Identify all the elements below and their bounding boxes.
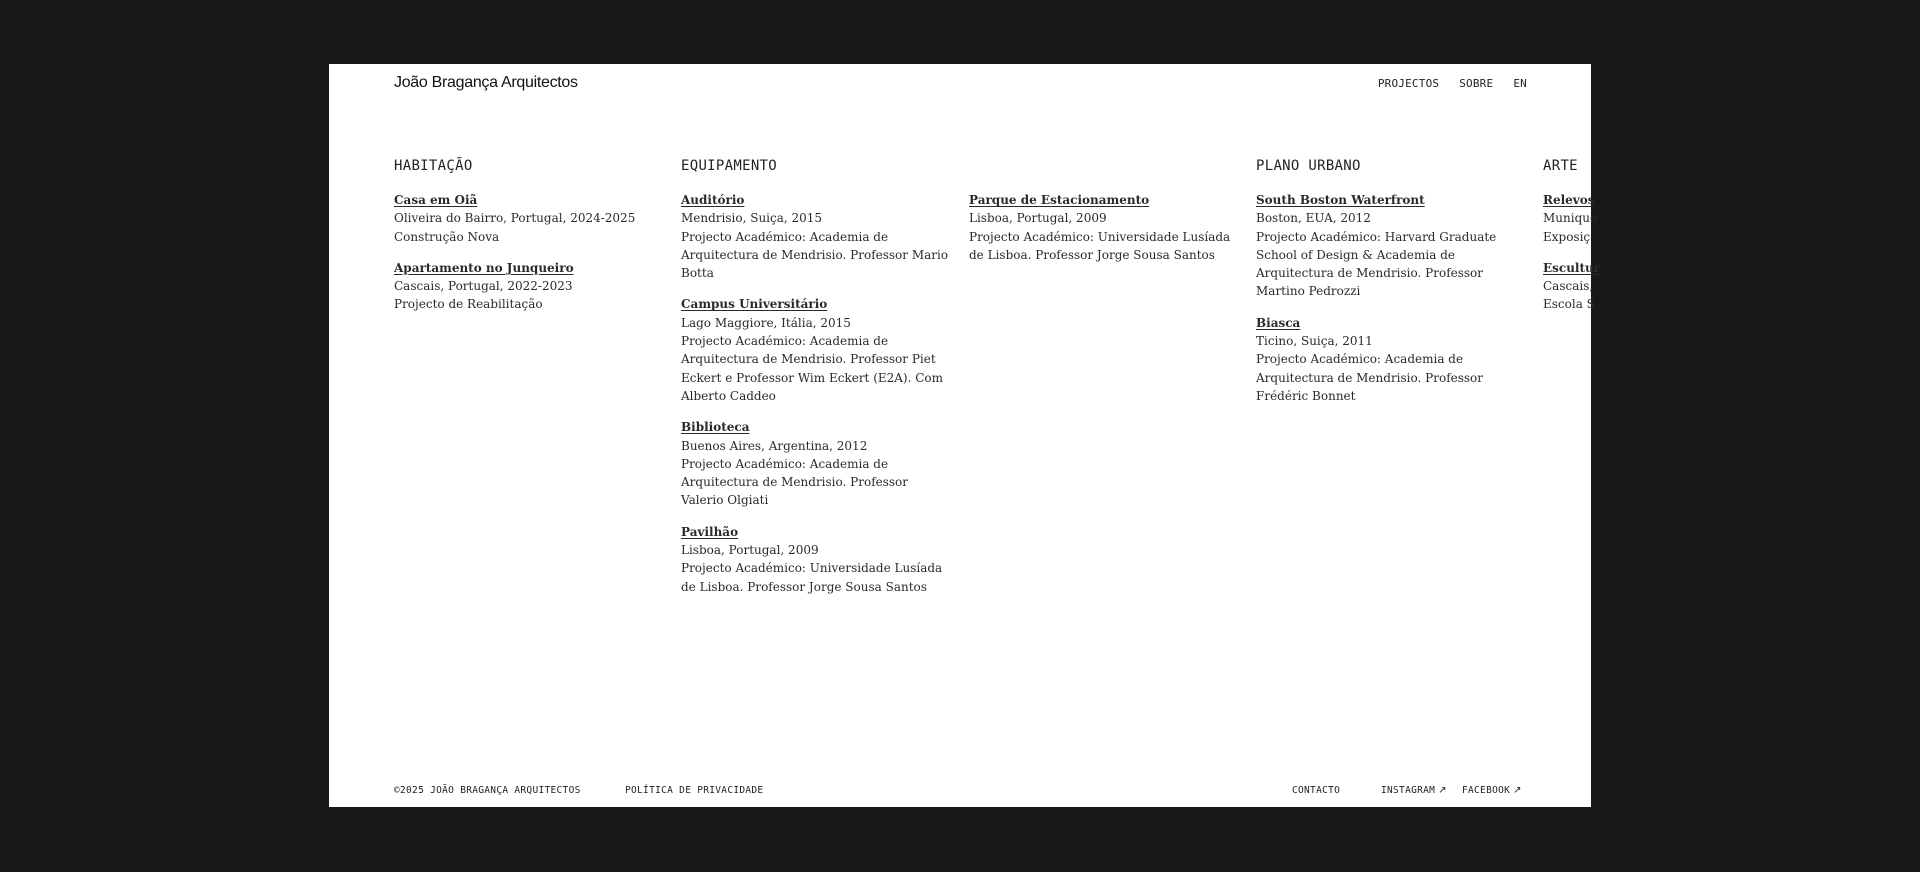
column-plano-urbano [1256, 191, 1534, 418]
column-equipamento-continued [969, 191, 1245, 277]
project-item [1256, 314, 1534, 405]
footer-contact-link[interactable]: CONTACTO [1292, 785, 1341, 796]
instagram-label: INSTAGRAM [1381, 785, 1436, 796]
project-location: Lago Maggiore, Itália, 2015 [681, 315, 851, 330]
project-description: Projecto Académico: Academia de Arquitectura de Mendrisio. Professor Frédéric Bonnet [1256, 352, 1484, 403]
facebook-label: FACEBOOK [1462, 785, 1511, 796]
project-description: Projecto Académico: Academia de Arquitectura de Mendrisio. Professor Piet Eckert e Professor Wim Eckert (E2A). Com Alberto Caddeo [681, 334, 944, 403]
main-nav [1378, 77, 1527, 90]
project-location: Mendrisio, Suiça, 2015 [681, 211, 823, 226]
page [329, 64, 1601, 807]
project-description: Projecto Académico: Academia de Arquitectura de Mendrisio. Professor Mario Botta [681, 229, 949, 281]
project-title-link[interactable]: Escultur [1543, 260, 1601, 275]
project-description: Escola S [1543, 297, 1595, 312]
project-title-link[interactable]: Biasca [1256, 315, 1301, 330]
project-location: Munique [1543, 211, 1598, 226]
footer-copyright: ©2025 JOÃO BRAGANÇA ARQUITECTOS [394, 785, 581, 796]
project-item [394, 191, 674, 246]
project-item [969, 191, 1245, 264]
project-item [681, 295, 953, 405]
project-item [681, 418, 953, 509]
project-title-link[interactable]: South Boston Waterfront [1256, 193, 1425, 207]
project-title-link[interactable]: Parque de Estacionamento [969, 193, 1150, 207]
project-description: Exposiç [1543, 229, 1591, 244]
project-description: Projecto de Reabilitação [394, 297, 543, 312]
brand-logo[interactable]: João Bragança Arquitectos [394, 74, 578, 91]
project-description: Construção Nova [394, 229, 500, 244]
project-location: Boston, EUA, 2012 [1256, 211, 1371, 226]
project-location: Buenos Aires, Argentina, 2012 [681, 438, 868, 453]
project-title-link[interactable]: Apartamento no Junqueiro [394, 260, 574, 275]
project-location: Lisboa, Portugal, 2009 [681, 543, 819, 558]
project-description: Projecto Académico: Academia de Arquitectura de Mendrisio. Professor Valerio Olgiati [681, 456, 909, 508]
project-description: Projecto Académico: Harvard Graduate School of Design & Academia de Arquitectura de Mendrisio. Professor Martino Pedrozzi [1256, 229, 1497, 299]
project-item [681, 523, 953, 596]
heading-arte: ARTE [1543, 158, 1578, 174]
footer-facebook-link[interactable] [1462, 785, 1522, 796]
project-item [1543, 259, 1601, 314]
project-title-link[interactable]: Biblioteca [681, 420, 750, 435]
column-equipamento [681, 191, 953, 609]
project-item [394, 259, 674, 314]
project-description: Projecto Académico: Universidade Lusíada de Lisboa. Professor Jorge Sousa Santos [681, 561, 943, 594]
heading-plano-urbano: PLANO URBANO [1256, 158, 1361, 174]
nav-projectos[interactable]: PROJECTOS [1377, 77, 1440, 90]
column-habitacao [394, 191, 674, 327]
external-arrow-icon: ↗ [1513, 785, 1522, 796]
project-location: Oliveira do Bairro, Portugal, 2024-2025 [394, 211, 636, 226]
project-item [681, 191, 953, 282]
heading-habitacao: HABITAÇÃO [394, 158, 473, 174]
project-location: Ticino, Suiça, 2011 [1256, 334, 1373, 349]
footer-privacy-link[interactable]: POLÍTICA DE PRIVACIDADE [625, 785, 764, 796]
project-description: Projecto Académico: Universidade Lusíada de Lisboa. Professor Jorge Sousa Santos [969, 229, 1231, 262]
project-title-link[interactable]: Relevos [1543, 193, 1595, 207]
project-title-link[interactable]: Campus Universitário [681, 297, 828, 312]
column-arte [1543, 191, 1601, 327]
heading-equipamento: EQUIPAMENTO [681, 158, 778, 174]
footer-instagram-link[interactable] [1381, 785, 1447, 796]
project-item [1256, 191, 1534, 301]
project-item [1543, 191, 1598, 246]
project-location: Cascais, Portugal, 2022-2023 [394, 279, 573, 294]
project-title-link[interactable]: Casa em Oiã [394, 193, 478, 207]
project-title-link[interactable]: Pavilhão [681, 524, 739, 539]
external-arrow-icon: ↗ [1438, 785, 1447, 796]
nav-sobre[interactable]: SOBRE [1459, 77, 1494, 90]
project-location: Lisboa, Portugal, 2009 [969, 211, 1107, 226]
project-location: Cascais, [1543, 279, 1594, 294]
project-title-link[interactable]: Auditório [681, 193, 745, 207]
nav-language-en[interactable]: EN [1513, 77, 1527, 90]
